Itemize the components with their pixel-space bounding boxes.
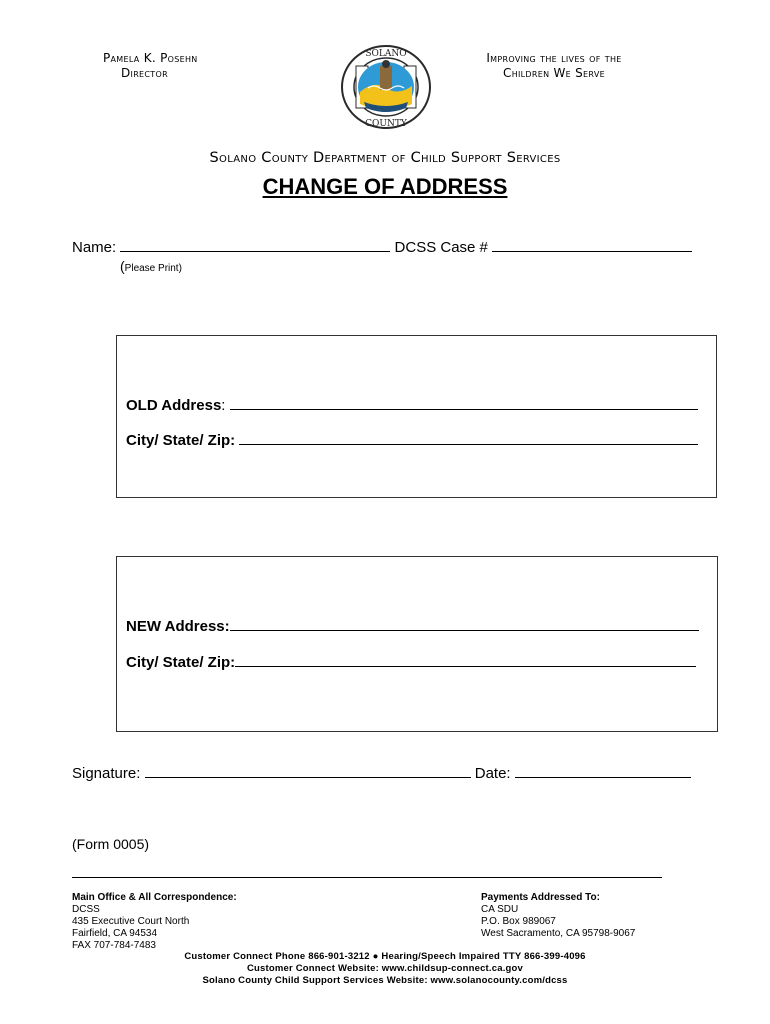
main-office-line: Fairfield, CA 94534	[72, 928, 158, 939]
new-address-label: NEW Address:	[126, 618, 230, 635]
new-address-field[interactable]	[230, 616, 699, 631]
new-address-row	[126, 616, 699, 635]
name-label: Name:	[72, 239, 117, 256]
old-address-row: OLD Address:	[126, 395, 698, 414]
payments-heading: Payments Addressed To:	[481, 892, 600, 903]
main-office-line: DCSS	[72, 904, 100, 915]
department-name: Solano County Department of Child Support Services	[209, 150, 561, 166]
payments-line: P.O. Box 989067	[481, 916, 556, 927]
signature-field[interactable]	[145, 763, 471, 778]
case-number-field[interactable]	[492, 237, 692, 252]
please-print-hint: (Please Print)	[120, 258, 182, 274]
main-office-line: 435 Executive Court North	[72, 916, 190, 927]
old-city-row	[126, 430, 698, 449]
form-number: (Form 0005)	[72, 836, 150, 852]
name-row	[72, 237, 692, 256]
director-name: Pamela K. Posehn	[103, 51, 198, 65]
old-city-label: City/ State/ Zip:	[126, 432, 236, 449]
payments-line: CA SDU	[481, 904, 519, 915]
svg-text:COUNTY: COUNTY	[365, 119, 407, 129]
main-office-block	[72, 892, 237, 952]
county-website-line: Solano County Child Support Services Website: www.solanocounty.com/dcss	[202, 975, 568, 986]
signature-label: Signature:	[72, 765, 141, 782]
motto-block	[465, 51, 643, 81]
case-label: DCSS Case #	[394, 239, 488, 256]
name-field[interactable]	[120, 237, 390, 252]
motto-line-2: Children We Serve	[503, 66, 605, 80]
director-role: Director	[121, 66, 168, 80]
signature-row	[72, 763, 691, 782]
director-block	[103, 51, 198, 81]
contact-website-line: Customer Connect Website: www.childsup-connect.ca.gov	[246, 963, 524, 974]
date-label: Date:	[474, 765, 511, 782]
form-title: CHANGE OF ADDRESS	[262, 174, 508, 199]
main-office-heading: Main Office & All Correspondence:	[72, 892, 237, 903]
old-address-box	[116, 335, 717, 498]
contact-phone-line: Customer Connect Phone 866-901-3212 ● Hearing/Speech Impaired TTY 866-399-4096	[184, 951, 586, 962]
svg-text:SOLANO: SOLANO	[365, 49, 407, 59]
new-city-row	[126, 652, 696, 671]
old-city-field[interactable]	[239, 430, 698, 445]
new-address-box	[116, 556, 718, 732]
old-address-field[interactable]	[230, 395, 698, 410]
motto-line-1: Improving the lives of the	[486, 51, 622, 65]
payments-line: West Sacramento, CA 95798-9067	[481, 928, 636, 939]
contact-block	[0, 951, 770, 987]
payments-block	[481, 892, 635, 940]
county-seal	[340, 44, 432, 130]
footer-divider	[72, 877, 662, 878]
new-city-field[interactable]	[235, 652, 696, 667]
main-office-fax: FAX 707-784-7483	[72, 940, 156, 951]
date-field[interactable]	[515, 763, 691, 778]
new-city-label: City/ State/ Zip:	[126, 654, 236, 671]
old-address-label: OLD Address	[126, 397, 222, 414]
county-seal-icon	[340, 44, 432, 130]
